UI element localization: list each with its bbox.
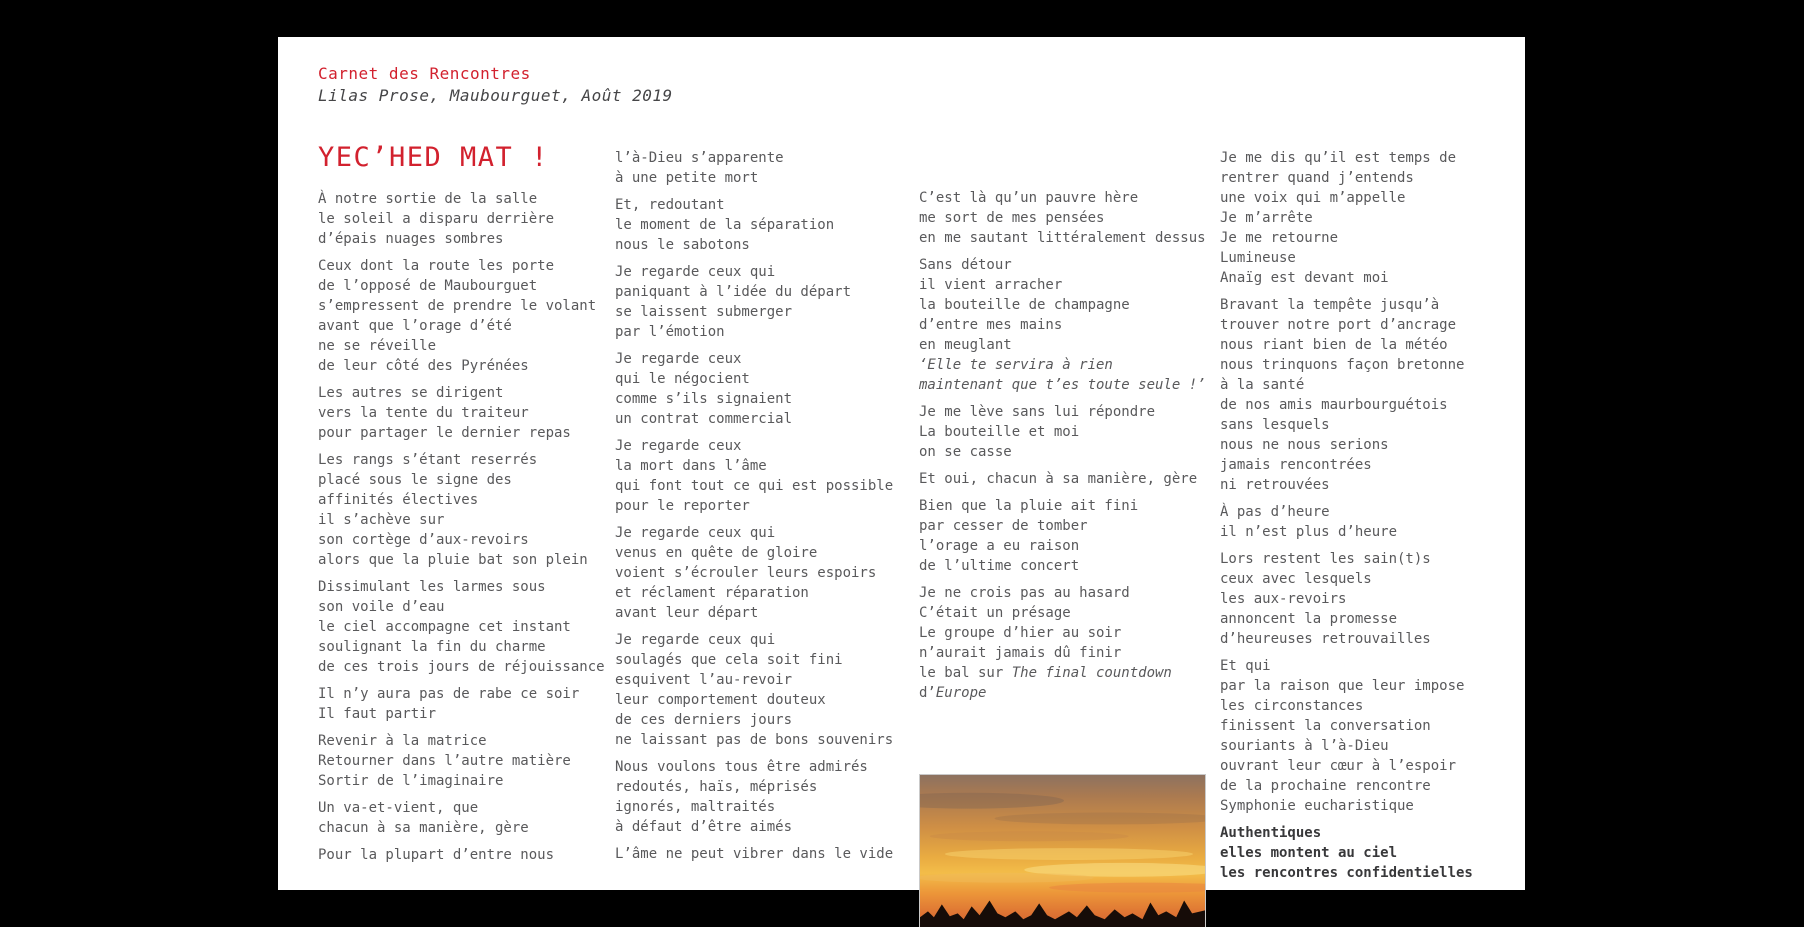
poem-line: les circonstances [1220, 698, 1364, 714]
poem-line: de l’ultime concert [919, 558, 1080, 574]
poem-line: un contrat commercial [615, 411, 793, 427]
poem-line: d’épais nuages sombres [318, 231, 504, 247]
stanza [318, 450, 613, 570]
poem-line: Sans détour [919, 257, 1012, 273]
poem-line: me sort de mes pensées [919, 210, 1105, 226]
stanza [615, 757, 910, 837]
poem-line: Les autres se dirigent [318, 385, 504, 401]
poem-line: ouvrant leur cœur à l’espoir [1220, 758, 1457, 774]
poem-line: vers la tente du traiteur [318, 405, 529, 421]
stanza [1220, 823, 1525, 883]
poem-line: sans lesquels [1220, 417, 1330, 433]
poem-line: en meuglant [919, 337, 1012, 353]
poem-line: l’orage a eu raison [919, 538, 1080, 554]
stanza [1220, 148, 1525, 288]
poem-line: Je regarde ceux [615, 351, 742, 367]
poem-line: par la raison que leur impose [1220, 678, 1465, 694]
poem-line: qui font tout ce qui est possible [615, 478, 894, 494]
poem-line: et réclament réparation [615, 585, 809, 601]
poem-line: Symphonie eucharistique [1220, 798, 1414, 814]
poem-line: avant que l’orage d’été [318, 318, 512, 334]
poem-line: placé sous le signe des [318, 472, 512, 488]
poem-line: Un va-et-vient, que [318, 800, 479, 816]
stanza [919, 188, 1206, 248]
poem-line: ignorés, maltraités [615, 799, 776, 815]
poem-line: Et oui, chacun à sa manière, gère [919, 471, 1198, 487]
poem-line: alors que la pluie bat son plein [318, 552, 588, 568]
poem-line: Ceux dont la route les porte [318, 258, 555, 274]
poem-line: redoutés, haïs, méprisés [615, 779, 818, 795]
poem-line: par l’émotion [615, 324, 725, 340]
stanza [1220, 549, 1525, 649]
poem-line: Le groupe d’hier au soir [919, 625, 1122, 641]
stanza [919, 496, 1206, 576]
stanza [615, 436, 910, 516]
poem-line: Je regarde ceux qui [615, 632, 776, 648]
poem-line: Retourner dans l’autre matière [318, 753, 571, 769]
poem-line: le soleil a disparu derrière [318, 211, 555, 227]
poem-line: À pas d’heure [1220, 504, 1330, 520]
poem-line: Je me lève sans lui répondre [919, 404, 1156, 420]
poem-line: par cesser de tomber [919, 518, 1088, 534]
poem-column-1 [318, 189, 613, 872]
poem-line: Dissimulant les larmes sous [318, 579, 546, 595]
poem-line: paniquant à l’idée du départ [615, 284, 852, 300]
poem-line: à la santé [1220, 377, 1305, 393]
poem-line: se laissent submerger [615, 304, 793, 320]
poem-line: Lumineuse [1220, 250, 1296, 266]
poem-line: Les rangs s’étant reserrés [318, 452, 538, 468]
poem-line: avant leur départ [615, 605, 759, 621]
poem-line: on se casse [919, 444, 1012, 460]
poem-line: souriants à l’à-Dieu [1220, 738, 1389, 754]
poem-line: l’à-Dieu s’apparente [615, 150, 784, 166]
poem-line: le bal sur The final countdown [919, 665, 1172, 681]
poem-line: à défaut d’être aimés [615, 819, 793, 835]
poem-line: s’empressent de prendre le volant [318, 298, 597, 314]
poem-line: Sortir de l’imaginaire [318, 773, 504, 789]
poem-line: ‘Elle te servira à rien [919, 357, 1113, 373]
poem-line: Je m’arrête [1220, 210, 1313, 226]
poem-line: la mort dans l’âme [615, 458, 767, 474]
poem-line: Et, redoutant [615, 197, 725, 213]
poem-line: Authentiques [1220, 825, 1322, 841]
poem-line: comme s’ils signaient [615, 391, 793, 407]
stanza [615, 195, 910, 255]
poem-line: pour partager le dernier repas [318, 425, 571, 441]
stanza [1220, 656, 1525, 816]
poem-line: esquivent l’au-revoir [615, 672, 793, 688]
stanza [919, 402, 1206, 462]
poem-line: de nos amis maurbourguétois [1220, 397, 1448, 413]
poem-line: Revenir à la matrice [318, 733, 487, 749]
poem-line: chacun à sa manière, gère [318, 820, 529, 836]
poem-line: le ciel accompagne cet instant [318, 619, 571, 635]
stanza [919, 255, 1206, 395]
poem-line: pour le reporter [615, 498, 750, 514]
poem-line: affinités électives [318, 492, 479, 508]
poem-line: n’aurait jamais dû finir [919, 645, 1122, 661]
poem-line: il s’achève sur [318, 512, 445, 528]
stanza [1220, 502, 1525, 542]
poem-line: le moment de la séparation [615, 217, 835, 233]
poem-line: de ces derniers jours [615, 712, 793, 728]
stanza [318, 731, 613, 791]
poem-line: Je regarde ceux [615, 438, 742, 454]
poem-line: elles montent au ciel [1220, 845, 1398, 861]
poem-line: Je regarde ceux qui [615, 525, 776, 541]
poem-line: il n’est plus d’heure [1220, 524, 1398, 540]
stanza [615, 262, 910, 342]
poem-line: Anaïg est devant moi [1220, 270, 1389, 286]
poem-line: d’entre mes mains [919, 317, 1063, 333]
poem-line: voient s’écrouler leurs espoirs [615, 565, 877, 581]
poem-column-3 [919, 148, 1206, 927]
stanza [615, 523, 910, 623]
poem-line: nous ne nous serions [1220, 437, 1389, 453]
poem-title: YEC’HED MAT ! [318, 142, 549, 173]
poem-line: à une petite mort [615, 170, 759, 186]
poem-line: Je me dis qu’il est temps de [1220, 150, 1457, 166]
poem-line: d’heureuses retrouvailles [1220, 631, 1431, 647]
poem-line: venus en quête de gloire [615, 545, 818, 561]
poem-line: de la prochaine rencontre [1220, 778, 1431, 794]
poem-line: C’était un présage [919, 605, 1071, 621]
stanza [318, 383, 613, 443]
poem-line: il vient arracher [919, 277, 1063, 293]
poem-line: Je me retourne [1220, 230, 1339, 246]
stanza [318, 256, 613, 376]
byline: Lilas Prose, Maubourguet, Août 2019 [318, 86, 673, 105]
poem-line: Je regarde ceux qui [615, 264, 776, 280]
stanza [318, 798, 613, 838]
poem-line: Et qui [1220, 658, 1271, 674]
stanza [318, 577, 613, 677]
stanza [615, 630, 910, 750]
poem-line: en me sautant littéralement dessus [919, 230, 1206, 246]
poem-line: Pour la plupart d’entre nous [318, 847, 555, 863]
poem-line: la bouteille de champagne [919, 297, 1130, 313]
poem-line: Bravant la tempête jusqu’à [1220, 297, 1440, 313]
poem-line: L’âme ne peut vibrer dans le vide [615, 846, 894, 862]
poem-line: nous trinquons façon bretonne [1220, 357, 1465, 373]
stanza [318, 845, 613, 865]
poem-line: ne se réveille [318, 338, 437, 354]
poem-line: nous riant bien de la météo [1220, 337, 1448, 353]
stanza [318, 684, 613, 724]
poem-line: leur comportement douteux [615, 692, 826, 708]
poem-line: C’est là qu’un pauvre hère [919, 190, 1139, 206]
poem-line: Je ne crois pas au hasard [919, 585, 1130, 601]
poem-line: d’Europe [919, 685, 987, 701]
poem-line: ne laissant pas de bons souvenirs [615, 732, 894, 748]
poem-line: jamais rencontrées [1220, 457, 1372, 473]
stanza [919, 469, 1206, 489]
poem-line: les rencontres confidentielles [1220, 865, 1473, 881]
poem-line: finissent la conversation [1220, 718, 1431, 734]
poem-line: de ces trois jours de réjouissance [318, 659, 605, 675]
poem-line: Bien que la pluie ait fini [919, 498, 1139, 514]
booklet-page [278, 37, 1525, 890]
stanza [615, 349, 910, 429]
poem-line: nous le sabotons [615, 237, 750, 253]
poem-line: Il n’y aura pas de rabe ce soir [318, 686, 580, 702]
poem-column-2 [615, 148, 910, 871]
poem-line: son cortège d’aux-revoirs [318, 532, 529, 548]
poem-line: annoncent la promesse [1220, 611, 1398, 627]
booklet-series-title: Carnet des Rencontres [318, 64, 531, 83]
sunset-photo [919, 774, 1206, 927]
poem-line: qui le négocient [615, 371, 750, 387]
poem-line: trouver notre port d’ancrage [1220, 317, 1457, 333]
poem-line: son voile d’eau [318, 599, 445, 615]
poem-line: les aux-revoirs [1220, 591, 1347, 607]
poem-line: soulignant la fin du charme [318, 639, 546, 655]
poem-line: de l’opposé de Maubourguet [318, 278, 538, 294]
poem-line: ni retrouvées [1220, 477, 1330, 493]
stanza [1220, 295, 1525, 495]
poem-line: À notre sortie de la salle [318, 191, 538, 207]
stanza [615, 844, 910, 864]
poem-line: maintenant que t’es toute seule !’ [919, 377, 1206, 393]
poem-line: Il faut partir [318, 706, 437, 722]
poem-line: ceux avec lesquels [1220, 571, 1372, 587]
poem-line: une voix qui m’appelle [1220, 190, 1406, 206]
poem-line: La bouteille et moi [919, 424, 1080, 440]
poem-line: Lors restent les sain(t)s [1220, 551, 1431, 567]
poem-column-3-stanzas [919, 188, 1206, 703]
poem-line: de leur côté des Pyrénées [318, 358, 529, 374]
poem-line: Nous voulons tous être admirés [615, 759, 868, 775]
poem-column-4 [1220, 148, 1525, 890]
poem-line: soulagés que cela soit fini [615, 652, 843, 668]
stanza [615, 148, 910, 188]
stanza [318, 189, 613, 249]
stanza [919, 583, 1206, 703]
poem-line: rentrer quand j’entends [1220, 170, 1414, 186]
